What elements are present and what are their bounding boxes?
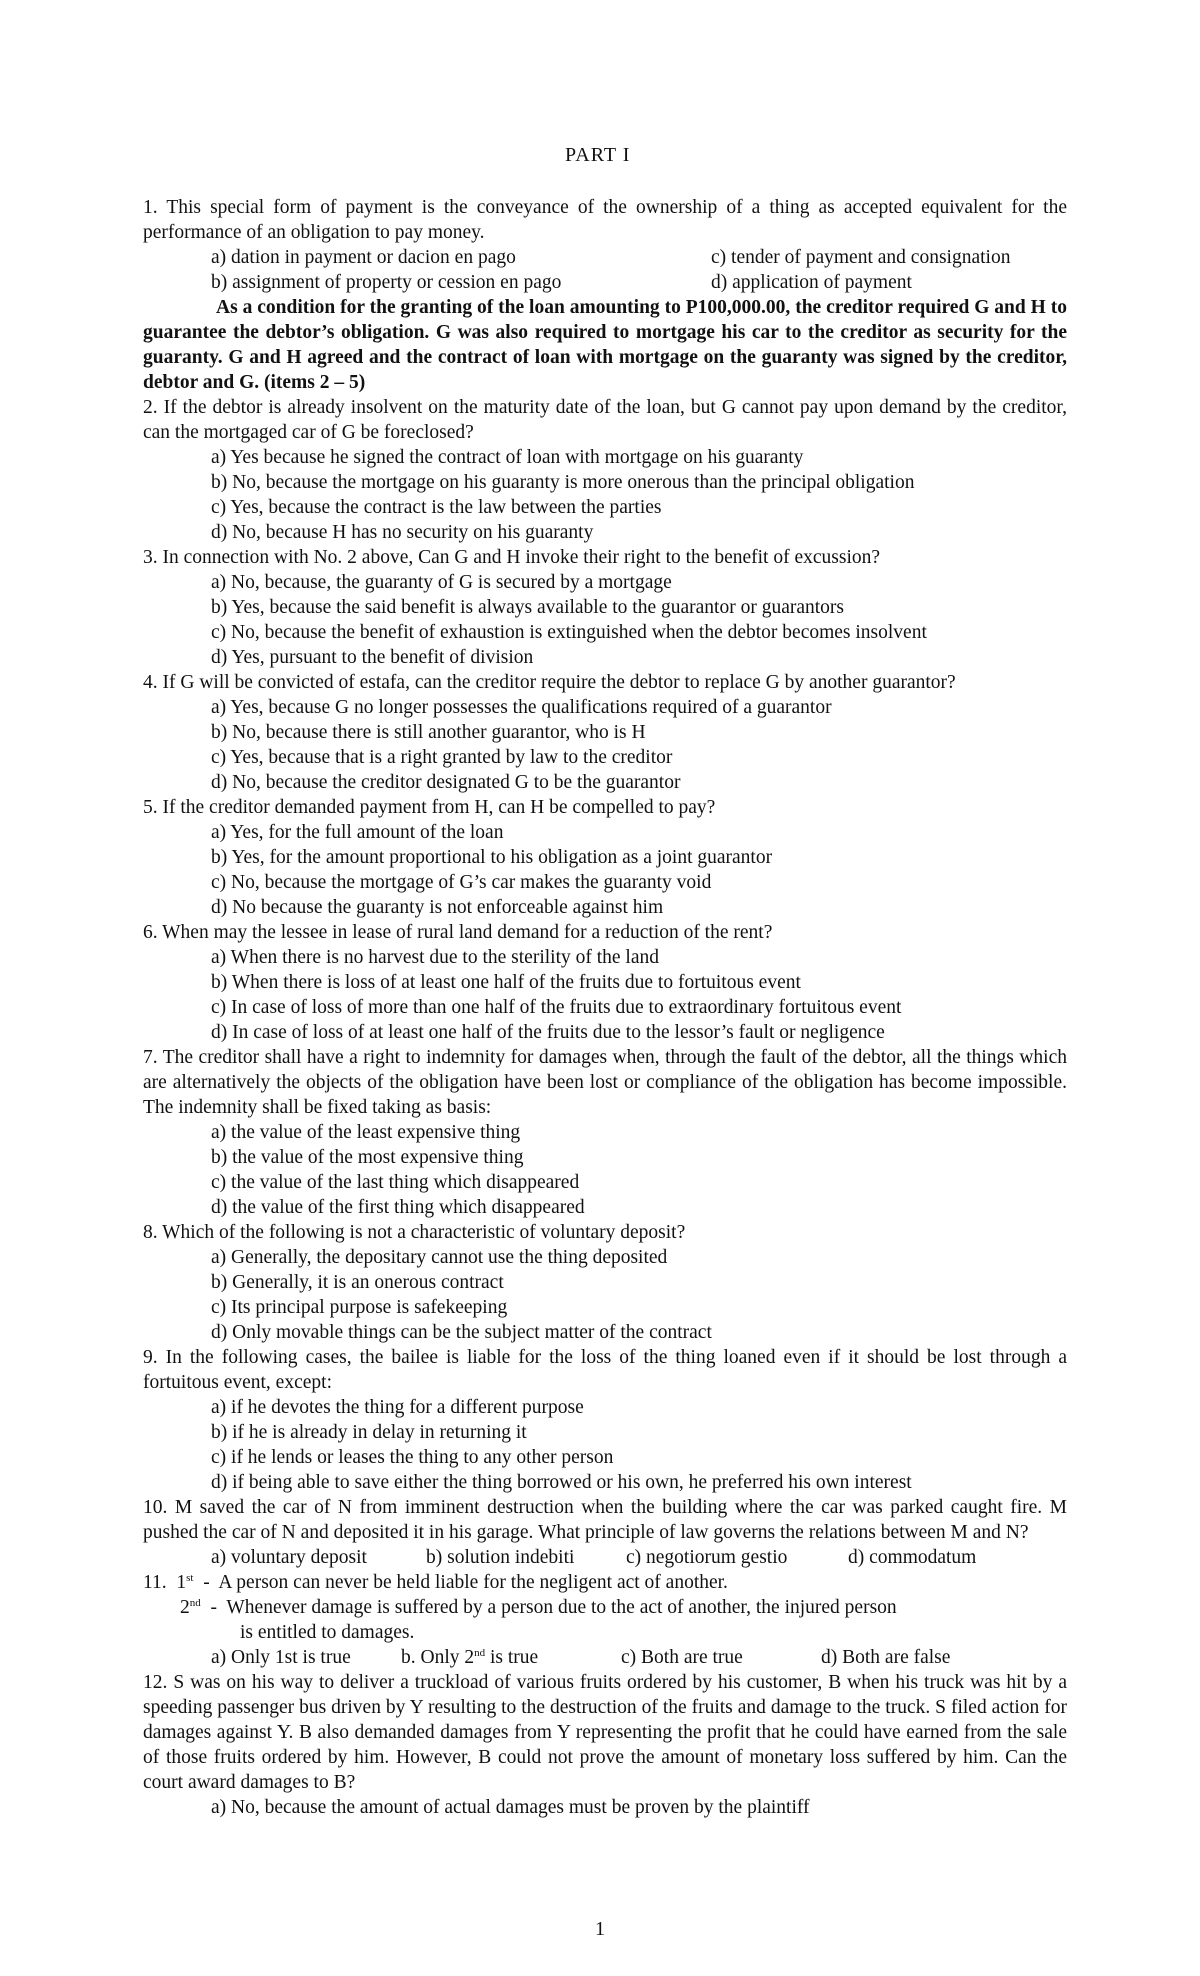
option-a: a) the value of the least expensive thing: [211, 1122, 521, 1143]
option-b: b) if he is already in delay in returning it: [211, 1422, 527, 1443]
option-c: c) Yes, because the contract is the law between the parties: [211, 497, 662, 518]
option-a: a) No, because the amount of actual damages must be proven by the plaintiff: [211, 1797, 810, 1818]
question-10: [143, 1495, 1067, 1570]
option-a: a) Yes because he signed the contract of loan with mortgage on his guaranty: [211, 447, 804, 468]
option-a: a) When there is no harvest due to the sterility of the land: [211, 947, 660, 968]
question-7: [143, 1045, 1067, 1220]
question-3-text: 3. In connection with No. 2 above, Can G and H invoke their right to the benefit of excussion?: [143, 547, 881, 568]
question-1-options: [143, 245, 1067, 295]
question-5: [143, 795, 1067, 920]
option-b: b. Only 2nd is true: [401, 1647, 539, 1668]
question-9-options: [143, 1395, 1067, 1495]
question-10-options: [143, 1545, 1067, 1570]
question-4-options: [143, 695, 1067, 795]
page-title: PART I: [565, 144, 631, 166]
question-3: [143, 545, 1067, 670]
option-c: c) tender of payment and consignation: [711, 247, 1011, 268]
option-d: d) application of payment: [711, 272, 912, 293]
option-a: a) No, because, the guaranty of G is secured by a mortgage: [211, 572, 672, 593]
question-11-options: [143, 1645, 1067, 1670]
option-b: b) No, because there is still another guarantor, who is H: [211, 722, 646, 743]
option-a: a) dation in payment or dacion en pago: [211, 247, 516, 268]
option-d: d) No, because H has no security on his guaranty: [211, 522, 594, 543]
question-11-statement-2: 2nd - Whenever damage is suffered by a person due to the act of another, the injured person: [180, 1597, 897, 1618]
question-5-text: 5. If the creditor demanded payment from H, can H be compelled to pay?: [143, 797, 716, 818]
question-1: [143, 195, 1067, 295]
question-6-options: [143, 945, 1067, 1045]
option-d: d) commodatum: [848, 1547, 977, 1568]
option-c: c) Its principal purpose is safekeeping: [211, 1297, 508, 1318]
option-a: a) Yes, for the full amount of the loan: [211, 822, 504, 843]
option-b: b) solution indebiti: [426, 1547, 575, 1568]
option-c: c) the value of the last thing which disappeared: [211, 1172, 580, 1193]
question-2-options: [143, 445, 1067, 545]
option-c: c) No, because the mortgage of G’s car makes the guaranty void: [211, 872, 712, 893]
option-a: a) voluntary deposit: [211, 1547, 367, 1568]
option-d: d) No, because the creditor designated G to be the guarantor: [211, 772, 681, 793]
question-4-text: 4. If G will be convicted of estafa, can the creditor require the debtor to replace G by another guarantor?: [143, 672, 956, 693]
question-number: 11.: [143, 1572, 167, 1593]
option-c: c) negotiorum gestio: [626, 1547, 788, 1568]
question-6-text: 6. When may the lessee in lease of rural land demand for a reduction of the rent?: [143, 922, 773, 943]
question-6: [143, 920, 1067, 1045]
option-d: d) In case of loss of at least one half of the fruits due to the lessor’s fault or negligence: [211, 1022, 885, 1043]
option-b: b) When there is loss of at least one half of the fruits due to fortuitous event: [211, 972, 801, 993]
option-c: c) In case of loss of more than one half of the fruits due to extraordinary fortuitous event: [211, 997, 902, 1018]
option-b: b) the value of the most expensive thing: [211, 1147, 524, 1168]
question-11-statement-2-continued: is entitled to damages.: [240, 1622, 415, 1643]
question-5-options: [143, 820, 1067, 920]
exam-content: [143, 195, 1067, 1820]
question-12-text: 12. S was on his way to deliver a truckload of various fruits ordered by his customer, B when his truck was hit by a speeding passenger bus driven by Y resulting to the destruction of the fruits and damage to the truck. S filed action for damages against Y. B also demanded damages from Y representing the profit that he could have earned from the sale of those fruits ordered by him. However, B could not prove the amount of monetary loss suffered by him. Can the court award damages to B?: [143, 1672, 1067, 1793]
question-11: [143, 1570, 1067, 1670]
option-b: b) Yes, because the said benefit is always available to the guarantor or guarantors: [211, 597, 845, 618]
option-c: c) Yes, because that is a right granted by law to the creditor: [211, 747, 673, 768]
option-a: a) Generally, the depositary cannot use the thing deposited: [211, 1247, 668, 1268]
option-a: a) Only 1st is true: [211, 1647, 351, 1668]
option-d: d) Both are false: [821, 1647, 951, 1668]
question-9-text: 9. In the following cases, the bailee is liable for the loss of the thing loaned even if it should be lost through a fortuitous event, except:: [143, 1347, 1067, 1393]
option-b: b) Generally, it is an onerous contract: [211, 1272, 504, 1293]
option-d: d) the value of the first thing which disappeared: [211, 1197, 585, 1218]
option-a: a) if he devotes the thing for a different purpose: [211, 1397, 584, 1418]
question-8-text: 8. Which of the following is not a characteristic of voluntary deposit?: [143, 1222, 686, 1243]
option-b: b) Yes, for the amount proportional to his obligation as a joint guarantor: [211, 847, 773, 868]
option-b: b) No, because the mortgage on his guaranty is more onerous than the principal obligation: [211, 472, 915, 493]
option-d: d) Only movable things can be the subject matter of the contract: [211, 1322, 712, 1343]
question-2: [143, 395, 1067, 545]
option-c: c) if he lends or leases the thing to any other person: [211, 1447, 614, 1468]
option-d: d) if being able to save either the thing borrowed or his own, he preferred his own interest: [211, 1472, 912, 1493]
option-a: a) Yes, because G no longer possesses the qualifications required of a guarantor: [211, 697, 832, 718]
question-10-text: 10. M saved the car of N from imminent destruction when the building where the car was parked caught fire. M pushed the car of N and deposited it in his garage. What principle of law governs the relations between M and N?: [143, 1497, 1067, 1543]
option-d: d) Yes, pursuant to the benefit of division: [211, 647, 534, 668]
option-d: d) No because the guaranty is not enforceable against him: [211, 897, 664, 918]
question-12: [143, 1670, 1067, 1820]
question-8-options: [143, 1245, 1067, 1345]
option-b: b) assignment of property or cession en pago: [211, 272, 562, 293]
question-11-statement-1: 11. 1st - A person can never be held liable for the negligent act of another.: [143, 1572, 728, 1593]
question-3-options: [143, 570, 1067, 670]
question-7-options: [143, 1120, 1067, 1220]
question-7-text: 7. The creditor shall have a right to indemnity for damages when, through the fault of the debtor, all the things which are alternatively the objects of the obligation have been lost or compliance of the obligation has become impossible. The indemnity shall be fixed taking as basis:: [143, 1047, 1067, 1118]
option-c: c) Both are true: [621, 1647, 743, 1668]
scenario-paragraph: As a condition for the granting of the loan amounting to P100,000.00, the creditor required G and H to guarantee the debtor’s obligation. G was also required to mortgage his car to the creditor as security for the guaranty. G and H agreed and the contract of loan with mortgage on the guaranty was signed by the creditor, debtor and G. (items 2 – 5): [143, 297, 1067, 393]
option-c: c) No, because the benefit of exhaustion is extinguished when the debtor becomes insolvent: [211, 622, 927, 643]
question-1-text: 1. This special form of payment is the conveyance of the ownership of a thing as accepted equivalent for the performance of an obligation to pay money.: [143, 197, 1067, 243]
page-number: 1: [595, 1918, 605, 1940]
question-4: [143, 670, 1067, 795]
question-2-text: 2. If the debtor is already insolvent on the maturity date of the loan, but G cannot pay upon demand by the creditor, can the mortgaged car of G be foreclosed?: [143, 397, 1067, 443]
question-12-options: [143, 1795, 1067, 1820]
question-9: [143, 1345, 1067, 1495]
question-8: [143, 1220, 1067, 1345]
